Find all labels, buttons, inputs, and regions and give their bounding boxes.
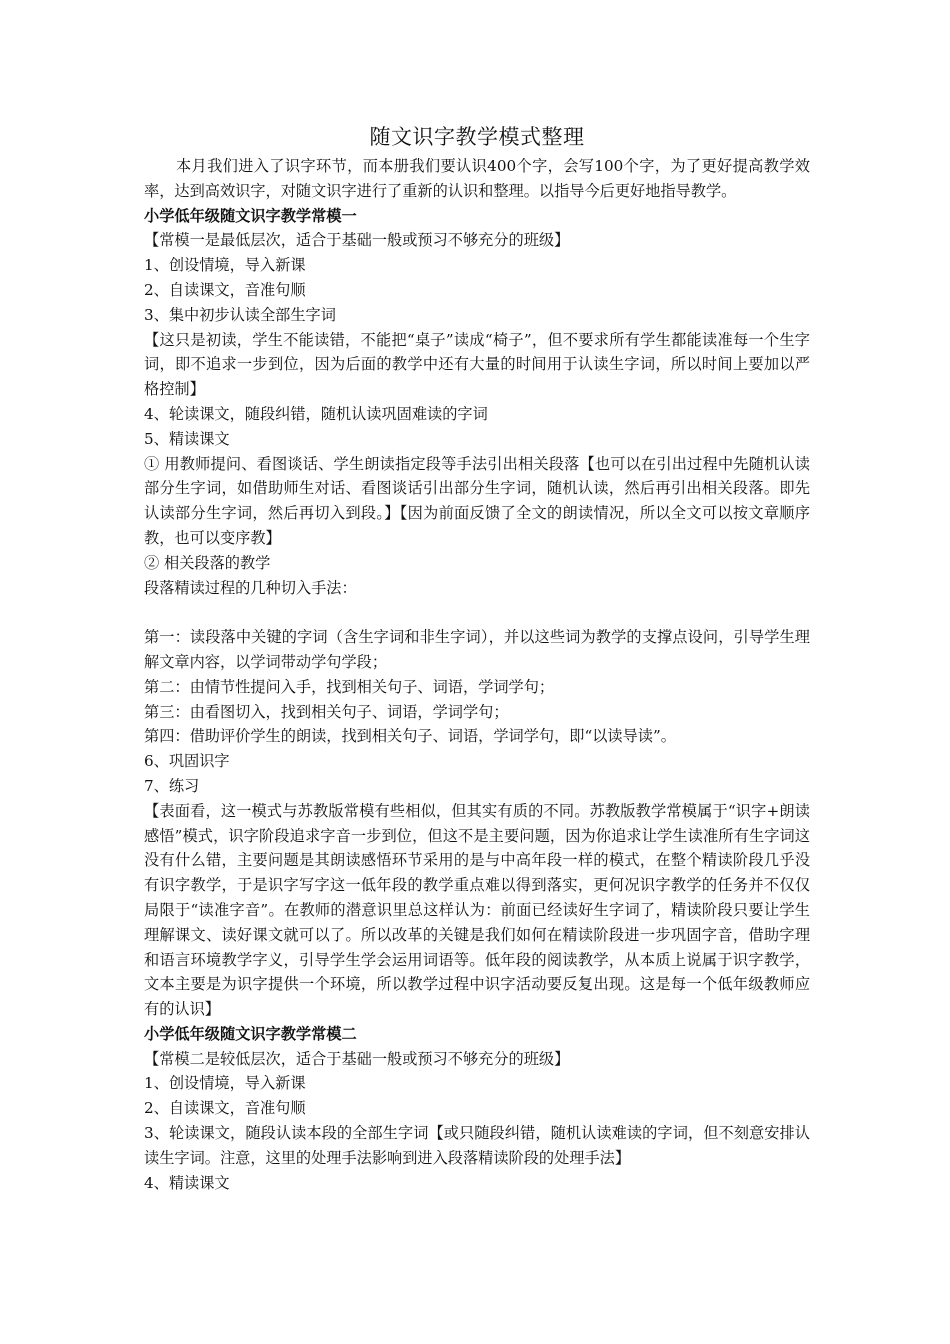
document-page — [144, 122, 810, 1195]
methods-intro: 段落精读过程的几种切入手法： — [144, 578, 357, 597]
section1-heading: 小学低年级随文识字教学常模一 — [144, 206, 357, 225]
intro-paragraph: 本月我们进入了识字环节，而本册我们要认识400个字，会写100个字，为了更好提高教学效率，达到高效识字，对随文识字进行了重新的认识和整理。以指导今后更好地指导教学。 — [144, 157, 810, 200]
document-title: 随文识字教学模式整理 — [369, 125, 585, 149]
section2-step2: 2、自读课文，音准句顺 — [144, 1099, 306, 1118]
section1-step2: 2、自读课文，音准句顺 — [144, 280, 306, 299]
section1-step5-b: ② 相关段落的教学 — [144, 553, 271, 572]
method-3: 第三：由看图切入，找到相关句子、词语，学词学句； — [144, 702, 509, 721]
blank-line — [144, 600, 810, 625]
section1-step5: 5、精读课文 — [144, 429, 230, 448]
section1-step7: 7、练习 — [144, 776, 200, 795]
section1-step1: 1、创设情境，导入新课 — [144, 256, 306, 275]
section2-heading: 小学低年级随文识字教学常模二 — [144, 1024, 357, 1043]
method-1: 第一：读段落中关键的字词（含生字词和非生字词），并以这些词为教学的支撑点设问，引导学生理解文章内容，以学词带动学句学段； — [144, 628, 810, 671]
method-2: 第二：由情节性提问入手，找到相关句子、词语，学词学句； — [144, 677, 555, 696]
method-4: 第四：借助评价学生的朗读，找到相关句子、词语，学词学句，即“以读导读”。 — [144, 727, 676, 746]
section2-note: 【常模二是较低层次，适合于基础一般或预习不够充分的班级】 — [144, 1049, 570, 1068]
section1-summary: 【表面看，这一模式与苏教版常模有些相似，但其实有质的不同。苏教版教学常模属于“识字+朗读感悟”模式，识字阶段追求字音一步到位，但这不是主要问题，因为你追求让学生读准所有生字词这没有什么错，主要问题是其朗读感悟环节采用的是与中高年段一样的模式，在整个精读阶段几乎没有识字教学，于是识字写字这一低年段的教学重点难以得到落实，更何况识字教学的任务并不仅仅局限于“读准字音”。在教师的潜意识里总这样认为：前面已经读好生字词了，精读阶段只要让学生理解课文、读好课文就可以了。所以改革的关键是我们如何在精读阶段进一步巩固字音，借助字理和语言环境教学字义，引导学生学会运用词语等。低年段的阅读教学，从本质上说属于识字教学，文本主要是为识字提供一个环境，所以教学过程中识字活动要反复出现。这是每一个低年级教师应有的认识】 — [144, 801, 810, 1019]
section1-step3: 3、集中初步认读全部生字词 — [144, 305, 336, 324]
section2-step4: 4、精读课文 — [144, 1173, 230, 1192]
section1-step5-a: ① 用教师提问、看图谈话、学生朗读指定段等手法引出相关段落【也可以在引出过程中先随机认读部分生字词，如借助师生对话、看图谈话引出部分生字词，随机认读，然后再引出相关段落。即先认读部分生字词，然后再切入到段。】【因为前面反馈了全文的朗读情况，所以全文可以按文章顺序教，也可以变序教】 — [144, 454, 810, 547]
section1-step3-note: 【这只是初读，学生不能读错，不能把“桌子”读成“椅子”，但不要求所有学生都能读准每一个生字词，即不追求一步到位，因为后面的教学中还有大量的时间用于认读生字词，所以时间上要加以严格控制】 — [144, 330, 810, 399]
section1-step6: 6、巩固识字 — [144, 752, 230, 771]
section2-step3: 3、轮读课文，随段认读本段的全部生字词【或只随段纠错，随机认读难读的字词，但不刻意安排认读生字词。注意，这里的处理手法影响到进入段落精读阶段的处理手法】 — [144, 1124, 810, 1167]
section1-note: 【常模一是最低层次，适合于基础一般或预习不够充分的班级】 — [144, 231, 570, 250]
section2-step1: 1、创设情境，导入新课 — [144, 1074, 306, 1093]
section1-step4: 4、轮读课文，随段纠错，随机认读巩固难读的字词 — [144, 404, 488, 423]
